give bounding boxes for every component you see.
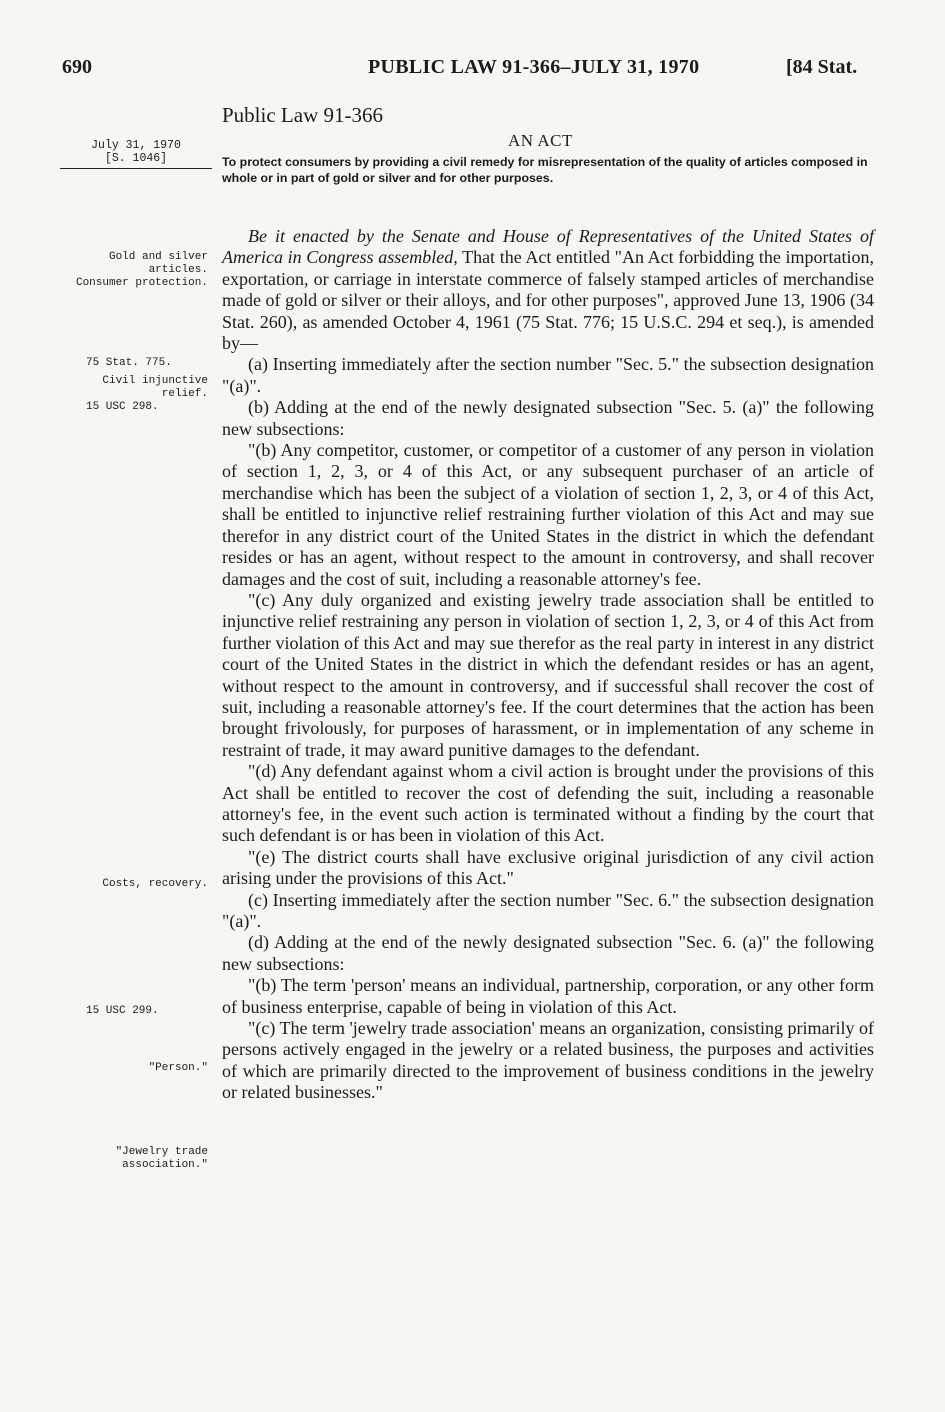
amendment-d: (d) Adding at the end of the newly designated subsection "Sec. 6. (a)" the following new subsections: xyxy=(222,932,874,974)
bill-number: [S. 1046] xyxy=(104,152,168,165)
note-person: "Person." xyxy=(148,1062,208,1074)
subsection-b: "(b) Any competitor, customer, or competitor of a customer of any person in violation of section 1, 2, 3, or 4 of this Act, or any subsequent purchaser of an article of merchandise which has been the subject of a violation of section 1, 2, 3, or 4 of this Act, shall be entitled to injunctive relief restraining further violation of this Act and may sue therefor in any district court of the United States in the district in which the defendant resides or has an agent, without respect to the amount in controversy, and shall recover damages and the cost of suit, including a reasonable attorney's fee. xyxy=(222,440,874,589)
subsection-c: "(c) Any duly organized and existing jewelry trade association shall be entitled to injunctive relief restraining any person in violation of section 1, 2, 3, or 4 of this Act from further violation of this Act and may sue therefor as the real party in interest in any district court of the United States in the district in which the defendant resides or has an agent, without respect to the amount in controversy, and if successful shall recover the cost of suit, including a reasonable attorney's fee. If the court determines that the action has been brought frivolously, for purposes of harassment, or in implementation of any scheme in restraint of trade, it may award punitive damages to the defendant. xyxy=(222,589,874,760)
stat-reference: [84 Stat. xyxy=(786,56,858,78)
amendment-c: (c) Inserting immediately after the section number "Sec. 6." the subsection designation "(a)". xyxy=(222,889,874,931)
amendment-a: (a) Inserting immediately after the section number "Sec. 5." the subsection designation "(a)". xyxy=(222,354,874,396)
note-costs-recovery: Costs, recovery. xyxy=(102,878,208,890)
act-body xyxy=(222,226,874,1104)
note-15-usc-299: 15 USC 299. xyxy=(86,1005,159,1017)
definition-person: "(b) The term 'person' means an individual, partnership, corporation, or any other form of business enterprise, capable of being in violation of this Act. xyxy=(222,975,874,1017)
enacting-text: That the Act entitled "An Act forbidding the importation, exportation, or carriage in interstate commerce of falsely stamped articles of merchandise made of gold or silver or their alloys, and for other purposes", approved June 13, 1906 (34 Stat. 260), as amended October 4, 1961 (75 Stat. 776; 15 U.S.C. 294 et seq.), is amended by— xyxy=(222,247,874,354)
enactment-date: July 31, 1970 xyxy=(91,139,181,152)
margin-divider xyxy=(60,168,212,169)
definition-jewelry-trade-association: "(c) The term 'jewelry trade association' means an organization, consisting primarily of persons actively engaged in the jewelry or a related business, the purposes and activities of which are primarily directed to the improvement of business conditions in the jewelry or related businesses." xyxy=(222,1018,874,1103)
note-75-stat: 75 Stat. 775. xyxy=(86,357,172,369)
running-title: PUBLIC LAW 91-366–JULY 31, 1970 xyxy=(368,56,700,78)
enacting-formula: Be it enacted by the Senate and House of Representatives of the United States of America in Congress assembled, xyxy=(222,226,874,268)
note-consumer-protection: Consumer protection. xyxy=(75,277,208,289)
note-jewelry-trade: "Jewelry trade association." xyxy=(115,1146,208,1171)
page-number: 690 xyxy=(62,56,92,78)
note-15-usc-298: 15 USC 298. xyxy=(86,401,159,413)
enacting-clause xyxy=(222,226,874,354)
note-gold-silver: Gold and silver articles. xyxy=(108,251,208,276)
note-civil-injunctive: Civil injunctive relief. xyxy=(102,375,208,400)
subsection-e: "(e) The district courts shall have exclusive original jurisdiction of any civil action arising under the provisions of this Act." xyxy=(222,846,874,889)
act-label: AN ACT xyxy=(508,131,573,150)
act-purpose: To protect consumers by providing a civil remedy for misrepresentation of the quality of articles composed in whole or in part of gold or silver and for other purposes. xyxy=(222,155,868,185)
subsection-d: "(d) Any defendant against whom a civil action is brought under the provisions of this Act shall be entitled to recover the cost of defending the suit, including a reasonable attorney's fee, in the event such action is terminated without a finding by the court that such defendant is or has been in violation of this Act. xyxy=(222,761,874,846)
margin-date-block xyxy=(60,139,212,165)
amendment-b: (b) Adding at the end of the newly designated subsection "Sec. 5. (a)" the following new subsections: xyxy=(222,397,874,439)
page-header xyxy=(0,56,945,86)
public-law-title: Public Law 91-366 xyxy=(222,103,383,127)
